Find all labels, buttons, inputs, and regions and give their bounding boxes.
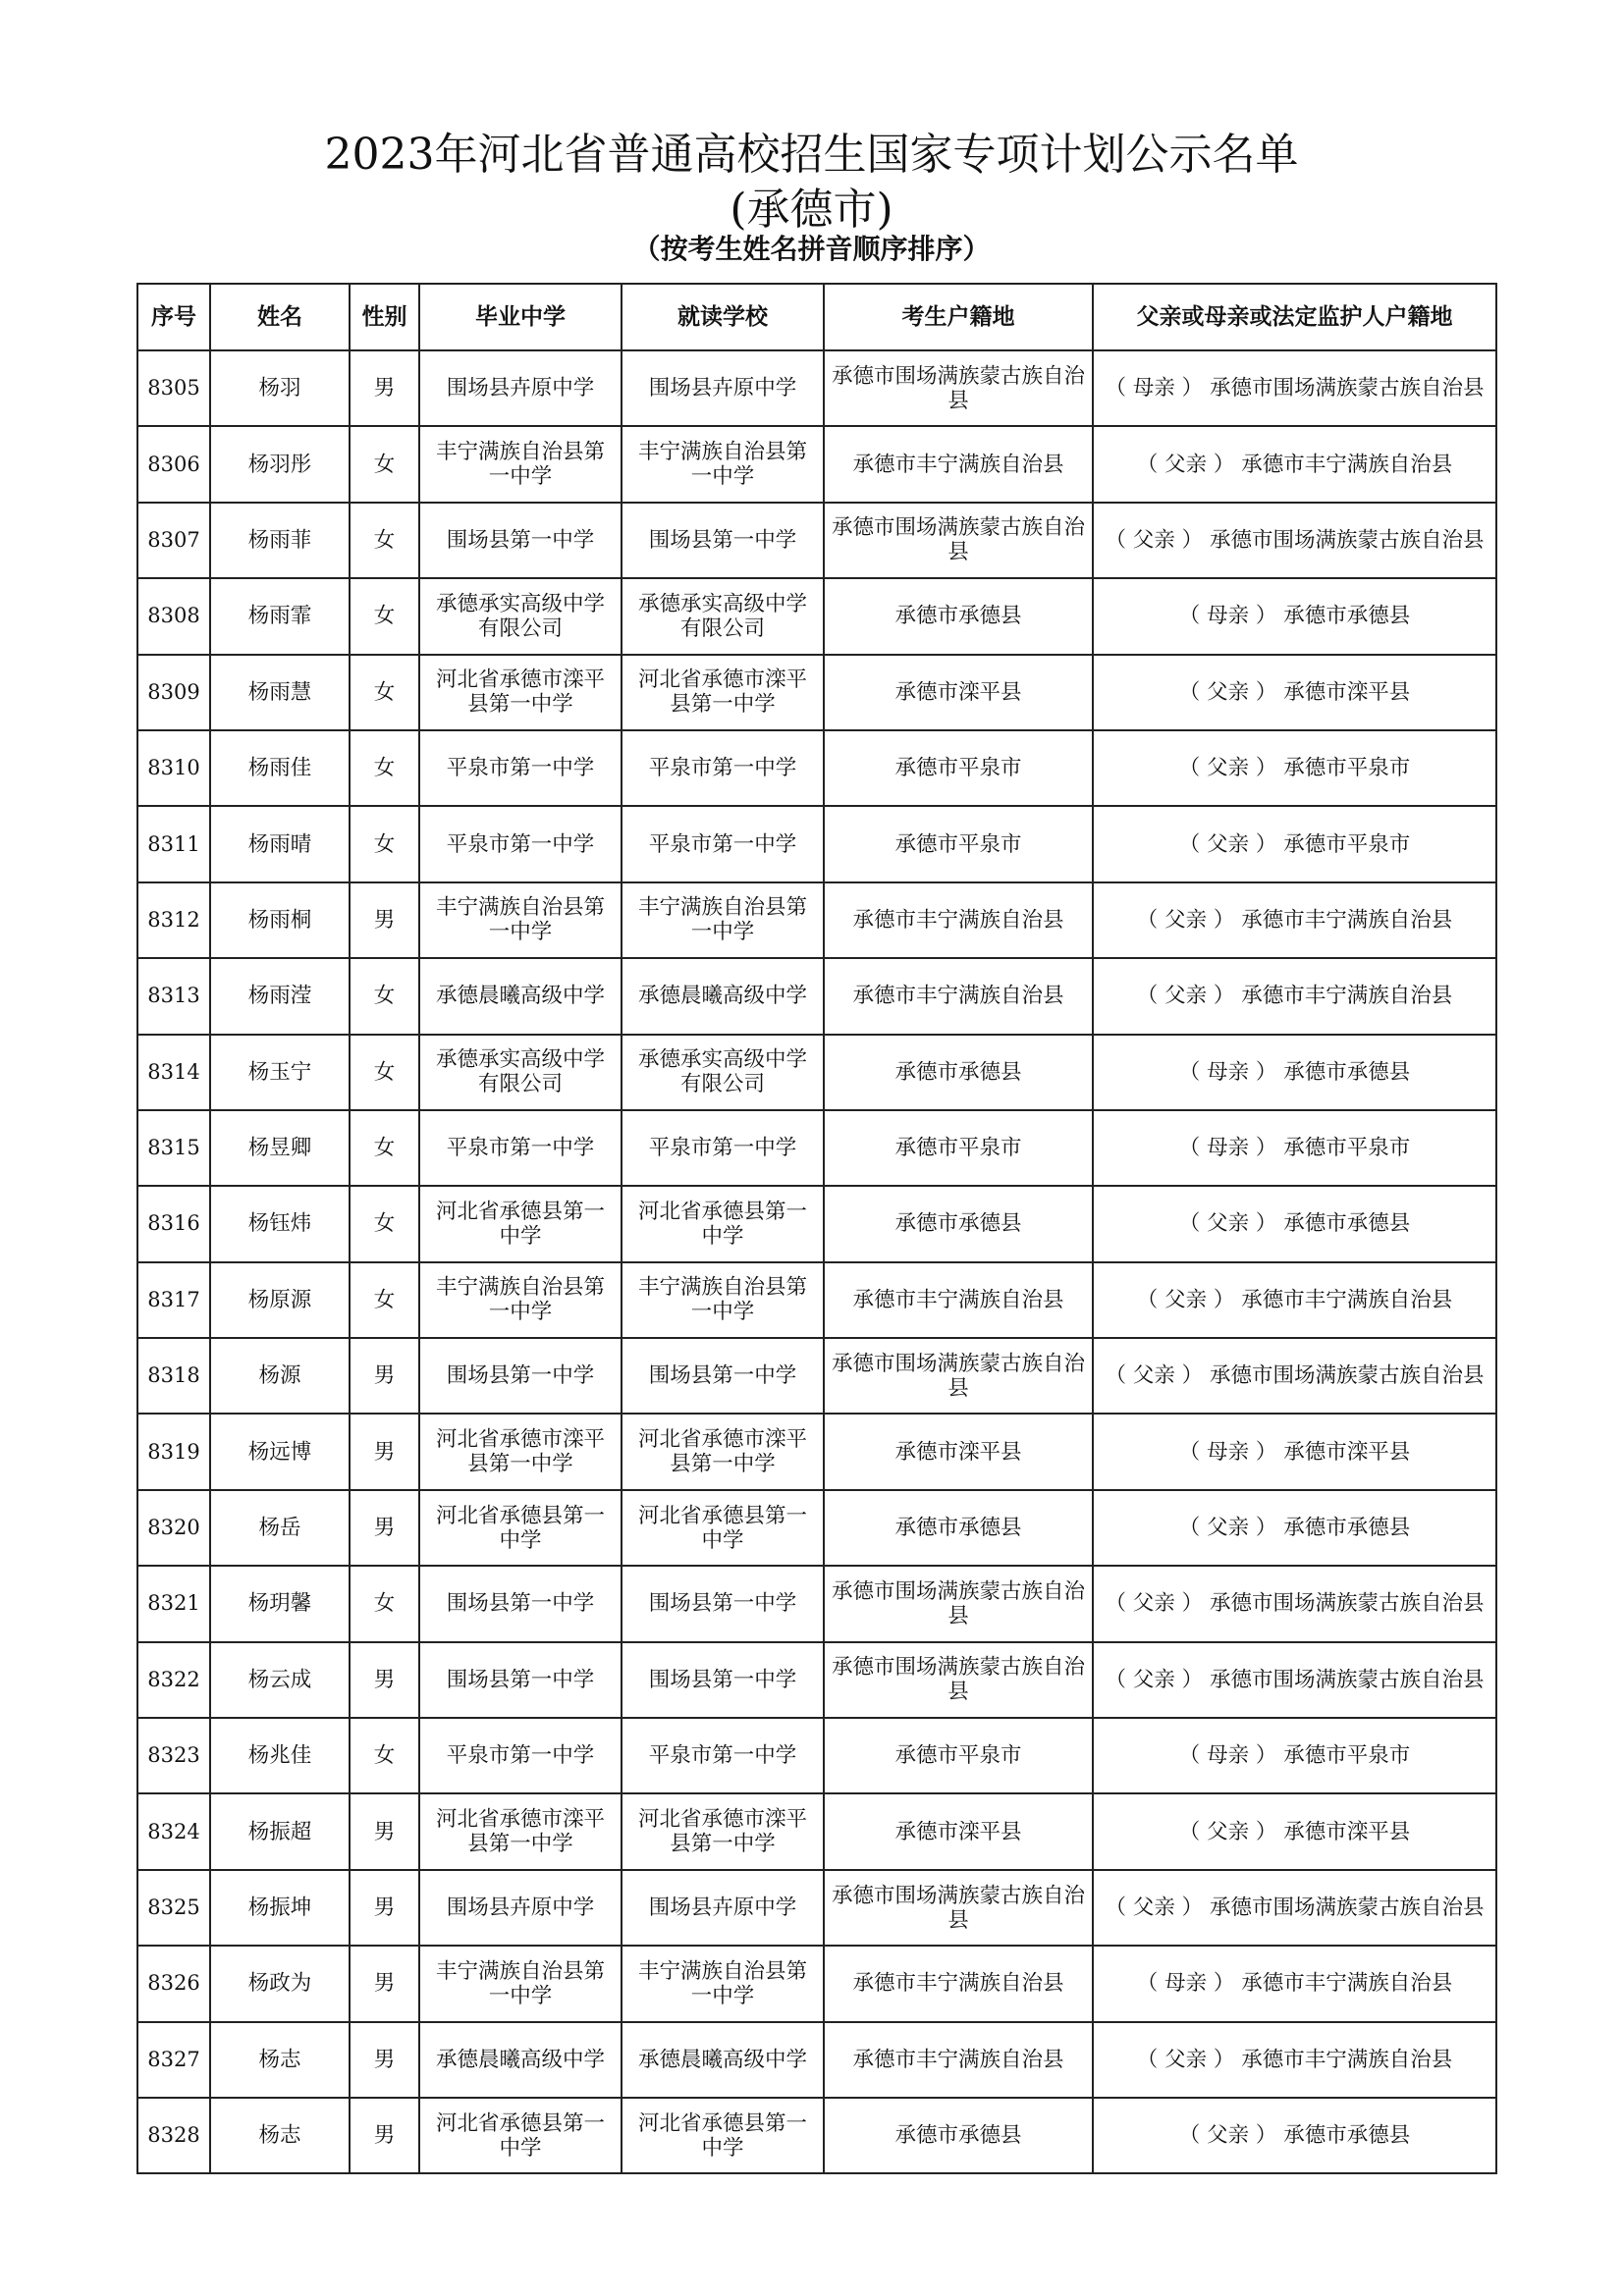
- cell-name: 杨钰炜: [210, 1186, 350, 1261]
- page-subtitle: (承德市): [730, 185, 893, 235]
- table-row: [137, 882, 1496, 958]
- cell-name: 杨志: [210, 2022, 350, 2098]
- cell-guardian-hukou: （ 父亲 ） 承德市丰宁满族自治县: [1093, 2022, 1496, 2098]
- cell-gender: 女: [350, 1566, 419, 1641]
- cell-hukou: 承德市丰宁满族自治县: [824, 1262, 1093, 1338]
- cell-name: 杨雨慧: [210, 655, 350, 730]
- cell-name: 杨雨晴: [210, 806, 350, 881]
- cell-study-school: 丰宁满族自治县第一中学: [622, 882, 824, 958]
- cell-guardian-hukou: （ 父亲 ） 承德市围场满族蒙古族自治县: [1093, 503, 1496, 578]
- cell-grad-school: 河北省承德市滦平县第一中学: [419, 1414, 622, 1489]
- cell-guardian-hukou: （ 父亲 ） 承德市围场满族蒙古族自治县: [1093, 1870, 1496, 1946]
- cell-grad-school: 承德晨曦高级中学: [419, 2022, 622, 2098]
- cell-guardian-hukou: （ 母亲 ） 承德市滦平县: [1093, 1414, 1496, 1489]
- cell-study-school: 丰宁满族自治县第一中学: [622, 1946, 824, 2021]
- cell-hukou: 承德市丰宁满族自治县: [824, 958, 1093, 1034]
- cell-seq: 8315: [137, 1110, 210, 1186]
- cell-grad-school: 河北省承德市滦平县第一中学: [419, 1793, 622, 1869]
- cell-seq: 8322: [137, 1642, 210, 1718]
- cell-gender: 男: [350, 1793, 419, 1869]
- cell-study-school: 河北省承德县第一中学: [622, 2098, 824, 2173]
- cell-grad-school: 丰宁满族自治县第一中学: [419, 426, 622, 502]
- cell-hukou: 承德市丰宁满族自治县: [824, 1946, 1093, 2021]
- table-row: [137, 806, 1496, 881]
- header-hukou: 考生户籍地: [824, 284, 1093, 350]
- cell-gender: 女: [350, 1110, 419, 1186]
- cell-seq: 8312: [137, 882, 210, 958]
- cell-guardian-hukou: （ 父亲 ） 承德市丰宁满族自治县: [1093, 882, 1496, 958]
- cell-hukou: 承德市承德县: [824, 1490, 1093, 1566]
- table-row: [137, 1490, 1496, 1566]
- cell-grad-school: 平泉市第一中学: [419, 806, 622, 881]
- cell-gender: 男: [350, 1946, 419, 2021]
- table-row: [137, 578, 1496, 654]
- cell-guardian-hukou: （ 父亲 ） 承德市平泉市: [1093, 730, 1496, 806]
- cell-grad-school: 河北省承德县第一中学: [419, 1490, 622, 1566]
- table-row: [137, 1338, 1496, 1414]
- cell-gender: 男: [350, 1642, 419, 1718]
- cell-study-school: 承德晨曦高级中学: [622, 958, 824, 1034]
- cell-study-school: 承德承实高级中学有限公司: [622, 578, 824, 654]
- cell-gender: 女: [350, 578, 419, 654]
- cell-seq: 8328: [137, 2098, 210, 2173]
- cell-guardian-hukou: （ 父亲 ） 承德市丰宁满族自治县: [1093, 958, 1496, 1034]
- table-row: [137, 655, 1496, 730]
- cell-seq: 8319: [137, 1414, 210, 1489]
- cell-gender: 男: [350, 1490, 419, 1566]
- cell-gender: 男: [350, 2098, 419, 2173]
- cell-study-school: 河北省承德市滦平县第一中学: [622, 1793, 824, 1869]
- cell-gender: 男: [350, 1414, 419, 1489]
- cell-grad-school: 平泉市第一中学: [419, 1718, 622, 1793]
- cell-guardian-hukou: （ 母亲 ） 承德市围场满族蒙古族自治县: [1093, 350, 1496, 426]
- table-row: [137, 2098, 1496, 2173]
- cell-gender: 女: [350, 806, 419, 881]
- cell-grad-school: 平泉市第一中学: [419, 730, 622, 806]
- cell-seq: 8313: [137, 958, 210, 1034]
- cell-grad-school: 丰宁满族自治县第一中学: [419, 1262, 622, 1338]
- cell-seq: 8325: [137, 1870, 210, 1946]
- cell-grad-school: 承德承实高级中学有限公司: [419, 578, 622, 654]
- cell-grad-school: 平泉市第一中学: [419, 1110, 622, 1186]
- cell-hukou: 承德市平泉市: [824, 1718, 1093, 1793]
- cell-name: 杨羽: [210, 350, 350, 426]
- cell-study-school: 围场县卉原中学: [622, 1870, 824, 1946]
- cell-study-school: 平泉市第一中学: [622, 730, 824, 806]
- cell-study-school: 河北省承德市滦平县第一中学: [622, 1414, 824, 1489]
- cell-seq: 8309: [137, 655, 210, 730]
- cell-seq: 8317: [137, 1262, 210, 1338]
- cell-hukou: 承德市承德县: [824, 2098, 1093, 2173]
- cell-hukou: 承德市平泉市: [824, 1110, 1093, 1186]
- cell-study-school: 围场县卉原中学: [622, 350, 824, 426]
- cell-guardian-hukou: （ 母亲 ） 承德市丰宁满族自治县: [1093, 1946, 1496, 2021]
- header-guardian-hukou: 父亲或母亲或法定监护人户籍地: [1093, 284, 1496, 350]
- cell-hukou: 承德市围场满族蒙古族自治县: [824, 350, 1093, 426]
- cell-name: 杨雨桐: [210, 882, 350, 958]
- cell-grad-school: 河北省承德市滦平县第一中学: [419, 655, 622, 730]
- cell-study-school: 围场县第一中学: [622, 1338, 824, 1414]
- table-row: [137, 1414, 1496, 1489]
- table-header-row: [137, 284, 1496, 350]
- cell-gender: 女: [350, 655, 419, 730]
- cell-guardian-hukou: （ 父亲 ） 承德市滦平县: [1093, 1793, 1496, 1869]
- cell-guardian-hukou: （ 父亲 ） 承德市围场满族蒙古族自治县: [1093, 1566, 1496, 1641]
- cell-hukou: 承德市承德县: [824, 578, 1093, 654]
- cell-study-school: 平泉市第一中学: [622, 1718, 824, 1793]
- cell-grad-school: 围场县第一中学: [419, 1642, 622, 1718]
- cell-seq: 8305: [137, 350, 210, 426]
- table-row: [137, 1870, 1496, 1946]
- table-row: [137, 1793, 1496, 1869]
- cell-guardian-hukou: （ 父亲 ） 承德市承德县: [1093, 1490, 1496, 1566]
- table-row: [137, 730, 1496, 806]
- cell-gender: 女: [350, 1262, 419, 1338]
- cell-seq: 8306: [137, 426, 210, 502]
- cell-seq: 8327: [137, 2022, 210, 2098]
- cell-gender: 男: [350, 2022, 419, 2098]
- cell-hukou: 承德市平泉市: [824, 730, 1093, 806]
- cell-name: 杨兆佳: [210, 1718, 350, 1793]
- table-body: [137, 350, 1496, 2173]
- cell-hukou: 承德市丰宁满族自治县: [824, 426, 1093, 502]
- cell-study-school: 围场县第一中学: [622, 1566, 824, 1641]
- cell-grad-school: 围场县第一中学: [419, 1338, 622, 1414]
- sort-note: （按考生姓名拼音顺序排序）: [632, 233, 991, 265]
- cell-hukou: 承德市丰宁满族自治县: [824, 882, 1093, 958]
- table-row: [137, 2022, 1496, 2098]
- cell-name: 杨玉宁: [210, 1035, 350, 1110]
- cell-seq: 8318: [137, 1338, 210, 1414]
- cell-grad-school: 河北省承德县第一中学: [419, 1186, 622, 1261]
- cell-name: 杨昱卿: [210, 1110, 350, 1186]
- table-row: [137, 1946, 1496, 2021]
- cell-name: 杨政为: [210, 1946, 350, 2021]
- cell-gender: 女: [350, 426, 419, 502]
- cell-gender: 女: [350, 1035, 419, 1110]
- cell-hukou: 承德市承德县: [824, 1186, 1093, 1261]
- cell-name: 杨振超: [210, 1793, 350, 1869]
- header-study-school: 就读学校: [622, 284, 824, 350]
- cell-hukou: 承德市滦平县: [824, 1793, 1093, 1869]
- cell-grad-school: 承德承实高级中学有限公司: [419, 1035, 622, 1110]
- cell-grad-school: 丰宁满族自治县第一中学: [419, 882, 622, 958]
- cell-guardian-hukou: （ 父亲 ） 承德市承德县: [1093, 1186, 1496, 1261]
- cell-guardian-hukou: （ 母亲 ） 承德市平泉市: [1093, 1718, 1496, 1793]
- table-row: [137, 1186, 1496, 1261]
- cell-study-school: 承德晨曦高级中学: [622, 2022, 824, 2098]
- cell-gender: 女: [350, 503, 419, 578]
- cell-gender: 男: [350, 1338, 419, 1414]
- table-row: [137, 1642, 1496, 1718]
- cell-hukou: 承德市滦平县: [824, 1414, 1093, 1489]
- cell-name: 杨岳: [210, 1490, 350, 1566]
- table-row: [137, 426, 1496, 502]
- cell-name: 杨志: [210, 2098, 350, 2173]
- cell-gender: 男: [350, 350, 419, 426]
- cell-seq: 8320: [137, 1490, 210, 1566]
- cell-study-school: 围场县第一中学: [622, 1642, 824, 1718]
- cell-hukou: 承德市围场满族蒙古族自治县: [824, 503, 1093, 578]
- cell-guardian-hukou: （ 父亲 ） 承德市丰宁满族自治县: [1093, 1262, 1496, 1338]
- table-row: [137, 350, 1496, 426]
- cell-guardian-hukou: （ 母亲 ） 承德市承德县: [1093, 578, 1496, 654]
- cell-name: 杨源: [210, 1338, 350, 1414]
- cell-hukou: 承德市围场满族蒙古族自治县: [824, 1870, 1093, 1946]
- cell-grad-school: 围场县卉原中学: [419, 350, 622, 426]
- cell-gender: 女: [350, 958, 419, 1034]
- cell-study-school: 河北省承德县第一中学: [622, 1490, 824, 1566]
- table-row: [137, 503, 1496, 578]
- cell-seq: 8314: [137, 1035, 210, 1110]
- cell-guardian-hukou: （ 父亲 ） 承德市平泉市: [1093, 806, 1496, 881]
- cell-gender: 女: [350, 1186, 419, 1261]
- cell-guardian-hukou: （ 父亲 ） 承德市承德县: [1093, 2098, 1496, 2173]
- cell-seq: 8311: [137, 806, 210, 881]
- cell-study-school: 河北省承德市滦平县第一中学: [622, 655, 824, 730]
- cell-name: 杨玥馨: [210, 1566, 350, 1641]
- table-row: [137, 1110, 1496, 1186]
- cell-study-school: 围场县第一中学: [622, 503, 824, 578]
- cell-name: 杨原源: [210, 1262, 350, 1338]
- cell-hukou: 承德市围场满族蒙古族自治县: [824, 1566, 1093, 1641]
- cell-study-school: 承德承实高级中学有限公司: [622, 1035, 824, 1110]
- cell-gender: 女: [350, 1718, 419, 1793]
- table-row: [137, 1566, 1496, 1641]
- cell-name: 杨振坤: [210, 1870, 350, 1946]
- cell-seq: 8321: [137, 1566, 210, 1641]
- table-row: [137, 1718, 1496, 1793]
- cell-guardian-hukou: （ 父亲 ） 承德市围场满族蒙古族自治县: [1093, 1338, 1496, 1414]
- cell-hukou: 承德市滦平县: [824, 655, 1093, 730]
- cell-hukou: 承德市围场满族蒙古族自治县: [824, 1338, 1093, 1414]
- cell-gender: 男: [350, 882, 419, 958]
- header-name: 姓名: [210, 284, 350, 350]
- cell-study-school: 平泉市第一中学: [622, 806, 824, 881]
- cell-grad-school: 围场县第一中学: [419, 503, 622, 578]
- cell-hukou: 承德市丰宁满族自治县: [824, 2022, 1093, 2098]
- table-row: [137, 1262, 1496, 1338]
- cell-name: 杨云成: [210, 1642, 350, 1718]
- cell-name: 杨雨滢: [210, 958, 350, 1034]
- cell-guardian-hukou: （ 母亲 ） 承德市平泉市: [1093, 1110, 1496, 1186]
- cell-guardian-hukou: （ 母亲 ） 承德市承德县: [1093, 1035, 1496, 1110]
- cell-seq: 8310: [137, 730, 210, 806]
- cell-name: 杨远博: [210, 1414, 350, 1489]
- cell-name: 杨雨霏: [210, 578, 350, 654]
- cell-study-school: 河北省承德县第一中学: [622, 1186, 824, 1261]
- cell-study-school: 丰宁满族自治县第一中学: [622, 1262, 824, 1338]
- cell-seq: 8323: [137, 1718, 210, 1793]
- cell-name: 杨雨佳: [210, 730, 350, 806]
- cell-grad-school: 河北省承德县第一中学: [419, 2098, 622, 2173]
- table-row: [137, 958, 1496, 1034]
- cell-grad-school: 围场县卉原中学: [419, 1870, 622, 1946]
- cell-grad-school: 承德晨曦高级中学: [419, 958, 622, 1034]
- cell-guardian-hukou: （ 父亲 ） 承德市围场满族蒙古族自治县: [1093, 1642, 1496, 1718]
- cell-hukou: 承德市平泉市: [824, 806, 1093, 881]
- header-seq: 序号: [137, 284, 210, 350]
- student-list-table: [136, 283, 1497, 2174]
- cell-name: 杨羽彤: [210, 426, 350, 502]
- cell-seq: 8307: [137, 503, 210, 578]
- cell-study-school: 平泉市第一中学: [622, 1110, 824, 1186]
- cell-hukou: 承德市承德县: [824, 1035, 1093, 1110]
- cell-guardian-hukou: （ 父亲 ） 承德市滦平县: [1093, 655, 1496, 730]
- cell-gender: 女: [350, 730, 419, 806]
- cell-guardian-hukou: （ 父亲 ） 承德市丰宁满族自治县: [1093, 426, 1496, 502]
- cell-study-school: 丰宁满族自治县第一中学: [622, 426, 824, 502]
- header-grad-school: 毕业中学: [419, 284, 622, 350]
- cell-seq: 8316: [137, 1186, 210, 1261]
- cell-grad-school: 围场县第一中学: [419, 1566, 622, 1641]
- cell-gender: 男: [350, 1870, 419, 1946]
- cell-seq: 8326: [137, 1946, 210, 2021]
- page-title: 2023年河北省普通高校招生国家专项计划公示名单: [324, 130, 1299, 180]
- cell-seq: 8308: [137, 578, 210, 654]
- cell-seq: 8324: [137, 1793, 210, 1869]
- header-gender: 性别: [350, 284, 419, 350]
- cell-hukou: 承德市围场满族蒙古族自治县: [824, 1642, 1093, 1718]
- table-row: [137, 1035, 1496, 1110]
- cell-name: 杨雨菲: [210, 503, 350, 578]
- cell-grad-school: 丰宁满族自治县第一中学: [419, 1946, 622, 2021]
